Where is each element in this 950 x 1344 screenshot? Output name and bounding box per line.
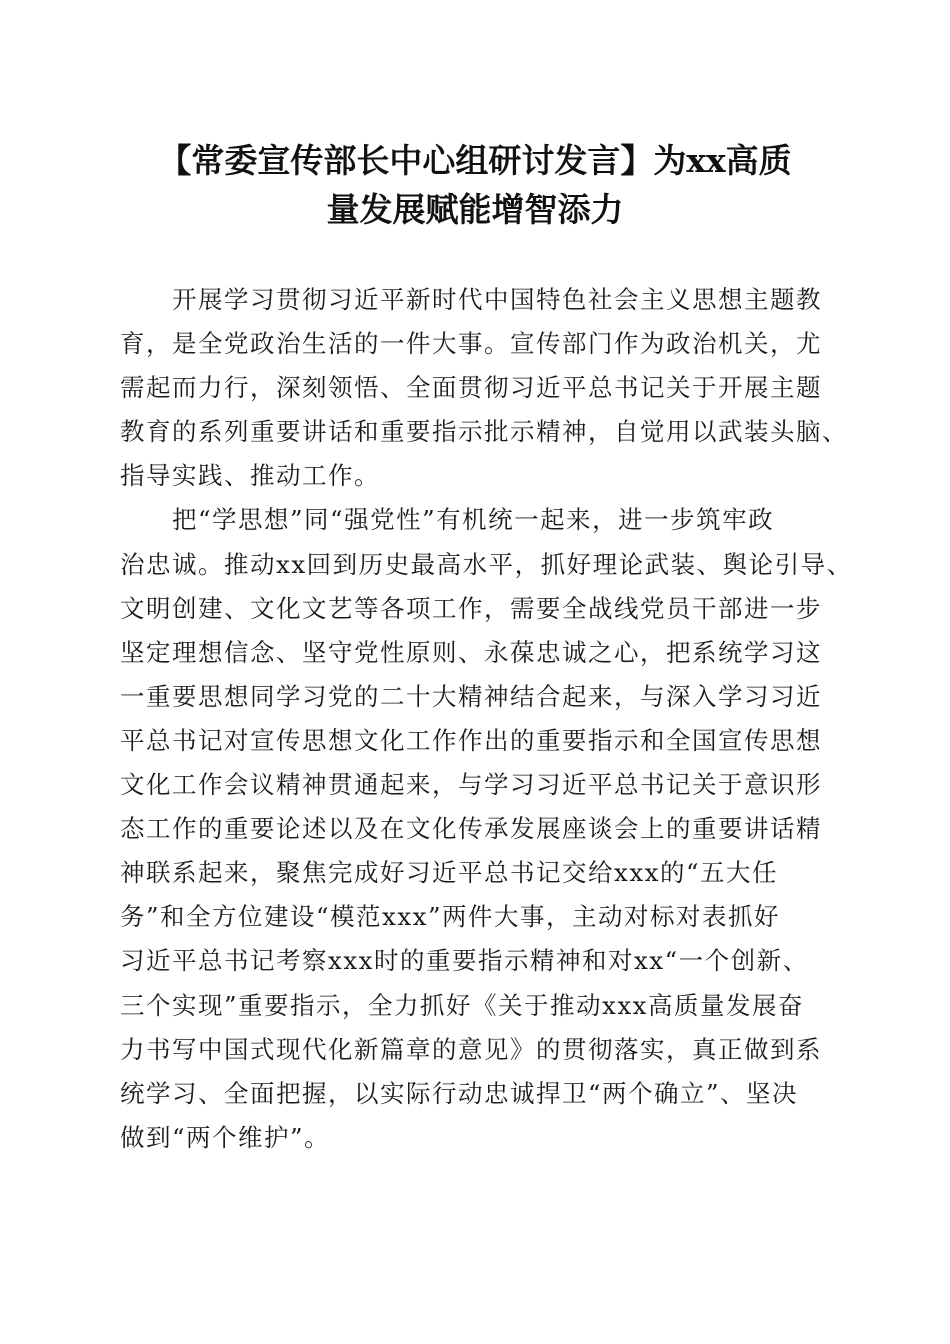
text-line: 文明创建、文化文艺等各项工作，需要全战线党员干部进一步: [120, 593, 822, 623]
text-line: 统学习、全面把握，以实际行动忠诚捍卫“两个确立”、坚决: [120, 1078, 799, 1108]
text-line: 平总书记对宣传思想文化工作作出的重要指示和全国宣传思想: [120, 725, 822, 755]
text-line: 一重要思想同学习党的二十大精神结合起来，与深入学习习近: [120, 681, 822, 711]
text-line: 态工作的重要论述以及在文化传承发展座谈会上的重要讲话精: [120, 814, 822, 844]
text-line: 文化工作会议精神贯通起来，与学习习近平总书记关于意识形: [120, 770, 822, 800]
text-line: 开展学习贯彻习近平新时代中国特色社会主义思想主题教: [120, 285, 822, 314]
document-body: [120, 278, 853, 1160]
text-line: 务”和全方位建设“模范xxx”两件大事，主动对标对表抓好: [120, 902, 781, 932]
text-line: 习近平总书记考察xxx时的重要指示精神和对xx“一个创新、: [120, 946, 809, 976]
text-line: 做到“两个维护”。: [120, 1122, 331, 1152]
text-line: 治忠诚。推动xx回到历史最高水平，抓好理论武装、舆论引导、: [120, 549, 853, 579]
paragraph-2: [120, 498, 853, 1159]
paragraph-1: [120, 278, 848, 498]
text-line: 需起而力行，深刻领悟、全面贯彻习近平总书记关于开展主题: [120, 373, 822, 403]
text-line: 力书写中国式现代化新篇章的意见》的贯彻落实，真正做到系: [120, 1034, 822, 1064]
text-line: 神联系起来，聚焦完成好习近平总书记交给xxx的“五大任: [120, 858, 778, 888]
title-line: 量发展赋能增智添力: [326, 190, 624, 229]
text-line: 育，是全党政治生活的一件大事。宣传部门作为政治机关，尤: [120, 329, 822, 359]
text-line: 三个实现”重要指示，全力抓好《关于推动xxx高质量发展奋: [120, 990, 804, 1020]
document-title: [110, 136, 840, 234]
text-line: 把“学思想”同“强党性”有机统一起来，进一步筑牢政: [120, 505, 775, 535]
title-line: 【常委宣传部长中心组研讨发言】为xx高质: [158, 141, 792, 180]
text-line: 教育的系列重要讲话和重要指示批示精神，自觉用以武装头脑、: [120, 417, 848, 447]
text-line: 指导实践、推动工作。: [120, 461, 380, 491]
text-line: 坚定理想信念、坚守党性原则、永葆忠诚之心，把系统学习这: [120, 637, 822, 667]
